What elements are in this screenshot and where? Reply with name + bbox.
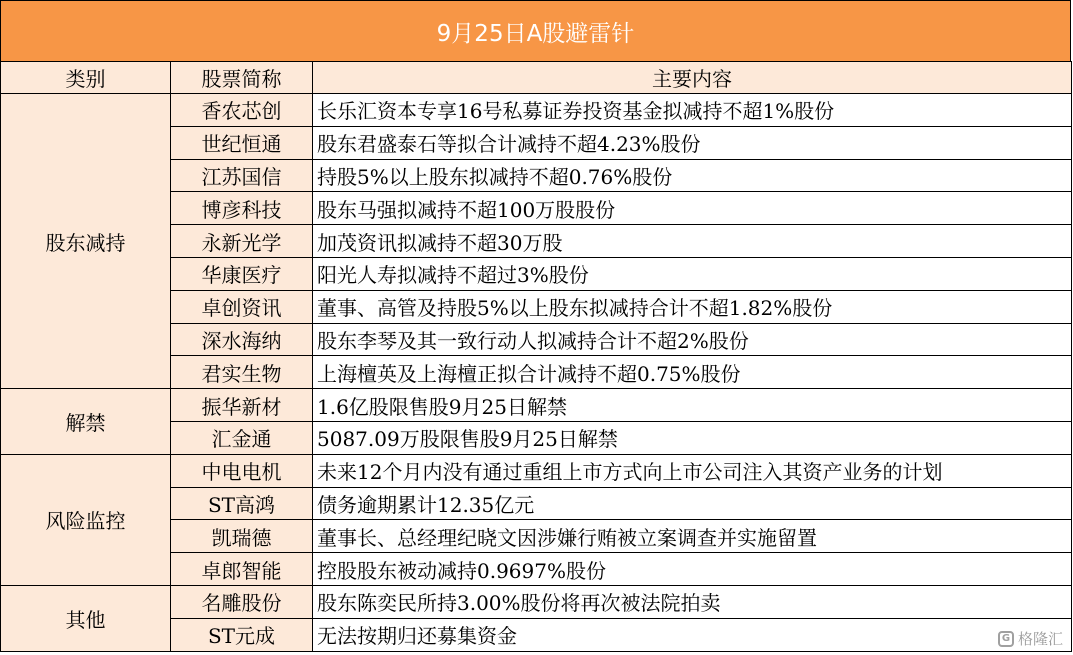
content-cell: 持股5%以上股东拟减持不超0.76%股份 bbox=[313, 159, 1072, 192]
table-header-row bbox=[1, 62, 1072, 94]
content-cell: 股东李琴及其一致行动人拟减持合计不超2%股份 bbox=[313, 323, 1072, 356]
category-cell: 其他 bbox=[1, 585, 171, 651]
table-row bbox=[1, 389, 1072, 422]
stock-name-cell: 凯瑞德 bbox=[171, 520, 313, 553]
content-cell: 债务逾期累计12.35亿元 bbox=[313, 487, 1072, 520]
stock-name-cell: 博彦科技 bbox=[171, 192, 313, 225]
content-cell: 加茂资讯拟减持不超30万股 bbox=[313, 225, 1072, 258]
stock-name-cell: 世纪恒通 bbox=[171, 126, 313, 159]
category-cell: 股东减持 bbox=[1, 94, 171, 389]
table-row bbox=[1, 585, 1072, 618]
content-cell: 股东君盛泰石等拟合计减持不超4.23%股份 bbox=[313, 126, 1072, 159]
watermark-text: 格隆汇 bbox=[1017, 630, 1063, 648]
gelonghui-logo-icon: G bbox=[998, 631, 1014, 647]
watermark bbox=[998, 628, 1063, 649]
table-body bbox=[1, 94, 1072, 652]
stock-name-cell: 卓创资讯 bbox=[171, 290, 313, 323]
content-cell: 无法按期归还募集资金 bbox=[313, 618, 1072, 651]
header-category: 类别 bbox=[1, 62, 171, 94]
stock-name-cell: ST高鸿 bbox=[171, 487, 313, 520]
content-cell: 长乐汇资本专享16号私募证券投资基金拟减持不超1%股份 bbox=[313, 94, 1072, 127]
table-row bbox=[1, 94, 1072, 127]
stock-name-cell: 振华新材 bbox=[171, 389, 313, 422]
stock-name-cell: ST元成 bbox=[171, 618, 313, 651]
stock-name-cell: 香农芯创 bbox=[171, 94, 313, 127]
stock-name-cell: 君实生物 bbox=[171, 356, 313, 389]
header-stock-name: 股票简称 bbox=[171, 62, 313, 94]
stock-name-cell: 中电电机 bbox=[171, 454, 313, 487]
stock-name-cell: 深水海纳 bbox=[171, 323, 313, 356]
content-cell: 5087.09万股限售股9月25日解禁 bbox=[313, 421, 1072, 454]
header-content: 主要内容 bbox=[313, 62, 1072, 94]
stock-name-cell: 华康医疗 bbox=[171, 257, 313, 290]
content-cell: 董事、高管及持股5%以上股东拟减持合计不超1.82%股份 bbox=[313, 290, 1072, 323]
content-cell: 阳光人寿拟减持不超过3%股份 bbox=[313, 257, 1072, 290]
content-cell: 1.6亿股限售股9月25日解禁 bbox=[313, 389, 1072, 422]
stock-name-cell: 汇金通 bbox=[171, 421, 313, 454]
content-cell: 控股股东被动减持0.9697%股份 bbox=[313, 553, 1072, 586]
content-cell: 股东马强拟减持不超100万股股份 bbox=[313, 192, 1072, 225]
page-title: 9月25日A股避雷针 bbox=[0, 0, 1071, 62]
category-cell: 解禁 bbox=[1, 389, 171, 455]
info-table bbox=[0, 61, 1072, 652]
table-row bbox=[1, 454, 1072, 487]
stock-name-cell: 江苏国信 bbox=[171, 159, 313, 192]
content-cell: 未来12个月内没有通过重组上市方式向上市公司注入其资产业务的计划 bbox=[313, 454, 1072, 487]
stock-name-cell: 卓郎智能 bbox=[171, 553, 313, 586]
category-cell: 风险监控 bbox=[1, 454, 171, 585]
stock-name-cell: 名雕股份 bbox=[171, 585, 313, 618]
stock-name-cell: 永新光学 bbox=[171, 225, 313, 258]
content-cell: 股东陈奕民所持3.00%股份将再次被法院拍卖 bbox=[313, 585, 1072, 618]
content-cell: 董事长、总经理纪晓文因涉嫌行贿被立案调查并实施留置 bbox=[313, 520, 1072, 553]
content-cell: 上海檀英及上海檀正拟合计减持不超0.75%股份 bbox=[313, 356, 1072, 389]
